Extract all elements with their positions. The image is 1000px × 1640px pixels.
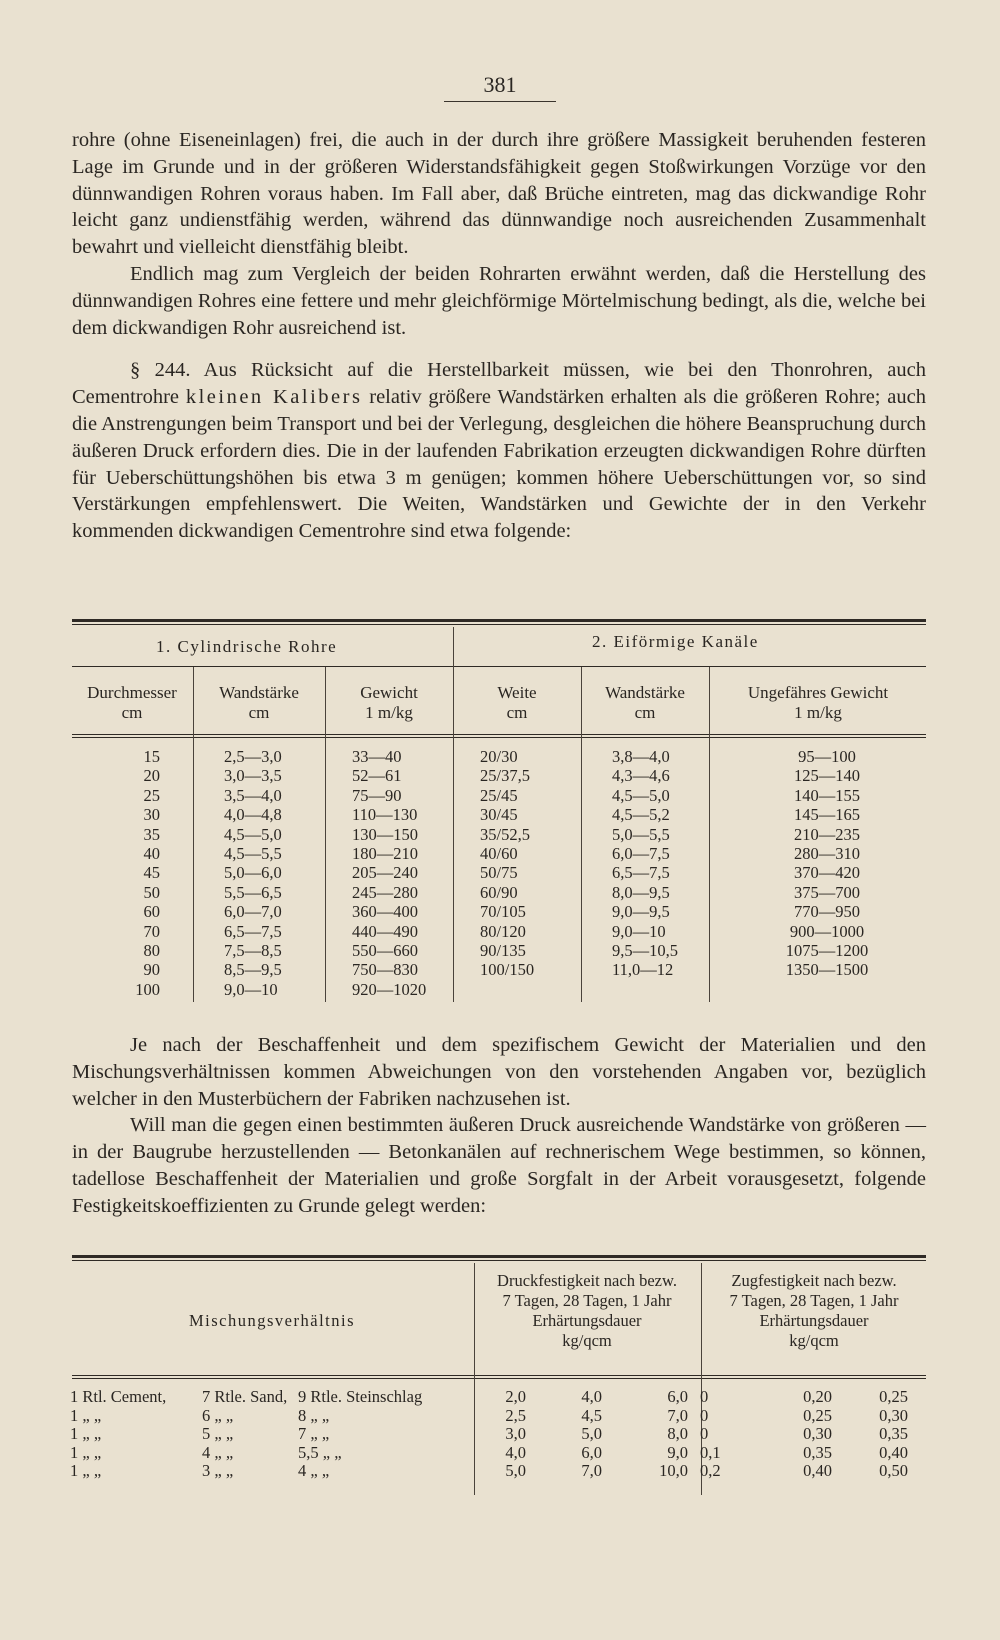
header-druckfestigkeit: Druckfestigkeit nach bezw. 7 Tagen, 28 Tagen, 1 Jahr Erhärtungsdauer kg/qcm [497,1271,677,1350]
table-cell: 40/60 [480,844,518,864]
table-cell: 8,0 [667,1424,688,1444]
table-cell: 205—240 [352,863,418,883]
table-cell: 0,1 [700,1442,721,1462]
table-cell: 1 „ „ [70,1461,102,1481]
table-cell: 4,0 [505,1442,526,1462]
table-cell: 5,0 [581,1424,602,1444]
table-cell: 4,5 [581,1405,602,1425]
table-cell: 8,0—9,5 [612,882,670,902]
table-cell: 4,3—4,6 [612,766,670,786]
table-cell: 50 [143,882,160,902]
prose-block-1 [72,127,926,545]
table-cell: 750—830 [352,960,418,980]
table-rule [72,737,926,738]
column-divider [474,1263,475,1495]
table-cell: 550—660 [352,941,418,961]
table-cell: 2,5—3,0 [224,747,282,766]
table-cell: 440—490 [352,921,418,941]
table-cell: 0,35 [879,1424,908,1444]
caption-cylindrical: 1. Cylindrische Rohre [156,637,338,656]
table-rule [72,1255,926,1258]
table-cell: 1 „ „ [70,1405,102,1425]
table-cell: 375—700 [794,882,860,902]
table-cell: 100/150 [480,960,535,980]
table-cell: 60/90 [480,882,518,902]
column-gewicht-2 [772,747,882,980]
column-divider [453,627,454,1002]
table-cell: 8 „ „ [298,1405,330,1425]
spaced-emphasis: kleinen Kalibers [185,386,363,409]
prose-block-2 [72,1032,926,1220]
caption-egg-shaped: 2. Eiförmige Kanäle [592,632,759,651]
table-cell: 0,50 [879,1461,908,1481]
column-weite [480,747,534,980]
column-zug-7-tage [698,1388,740,1481]
table-cell: 33—40 [352,747,402,766]
page-number-rule [444,101,556,102]
table-cell: 50/75 [480,863,518,883]
table-cell: 1 „ „ [70,1442,102,1462]
table-cell: 45 [143,863,160,883]
table-cell: 3,8—4,0 [612,747,670,766]
table-cell: 125—140 [794,766,860,786]
table-cell: 0,40 [803,1461,832,1481]
table-cell: 35/52,5 [480,824,530,844]
table-cell: 770—950 [794,902,860,922]
table-cell: 145—165 [794,805,860,825]
table-cell: 35 [143,824,160,844]
table-cell: 7,5—8,5 [224,941,282,961]
table-cell: 70 [143,921,160,941]
column-zug-1-jahr [848,1388,908,1481]
header-gewicht-1: Gewicht 1 m/kg [360,683,418,722]
paragraph-5: Will man die gegen einen bestimmten äußeren Druck ausreichende Wandstärke von größeren — in der Baugrube herzustellenden — Betonkanälen auf rechnerischem Wege bestimmen, so können, tadellose Beschaffenheit der Materialien und große Sorgfalt in der Arbeit vorausgesetzt, folgende Festigkeitskoeffizienten zu Grunde gelegt werden: [72,1114,926,1217]
table-cell: 920—1020 [352,979,427,999]
table-cell: 20/30 [480,747,518,766]
table-cell: 0 [700,1405,709,1425]
table-cell: 7,0 [667,1405,688,1425]
table-cell: 7 Rtle. Sand, [202,1387,288,1406]
table-cell: 9,0—10 [224,979,278,999]
table-cell: 70/105 [480,902,526,922]
paragraph-4: Je nach der Beschaffenheit und dem spezifischem Gewicht der Materialien und den Mischungsverhältnissen kommen Abweichungen von den vorstehenden Angaben vor, bezüglich welcher in den Musterbüchern der Fabriken nachzusehen ist. [72,1034,926,1110]
column-divider [709,667,710,1002]
column-gewicht-1 [352,747,426,999]
table-cell: 15 [143,747,160,766]
table-cell: 20 [143,766,160,786]
column-zug-28-tage [772,1388,832,1481]
header-weite: Weite cm [497,683,537,722]
table-row [70,1444,470,1463]
table-row [70,1425,470,1444]
table-cell: 30 [143,805,160,825]
mix-rows [70,1388,470,1481]
table-cell: 6 „ „ [202,1405,234,1425]
table-cell: 180—210 [352,844,418,864]
table-row [70,1388,470,1407]
table-cell: 95—100 [798,747,856,766]
table-cell: 370—420 [794,863,860,883]
column-durchmesser [120,747,160,999]
table-cell: 9,0—9,5 [612,902,670,922]
column-divider [193,667,194,1002]
table-rule [72,1378,926,1379]
column-druck-7-tage [482,1388,526,1481]
table-cell: 10,0 [659,1461,688,1481]
table-cell: 5,0—6,0 [224,863,282,883]
table-cell: 0,25 [879,1387,908,1406]
table-cell: 60 [143,902,160,922]
table-cell: 5,0—5,5 [612,824,670,844]
header-zugfestigkeit: Zugfestigkeit nach bezw. 7 Tagen, 28 Tagen, 1 Jahr Erhärtungsdauer kg/qcm [729,1271,899,1350]
page-number: 381 [483,72,517,97]
header-mischungsverhaeltnis: Mischungsverhältnis [189,1311,355,1330]
paragraph-3: § 244. Aus Rücksicht auf die Herstellbarkeit müssen, wie bei den Thonrohren, auch Cementrohre kleinen Kalibers relativ größere Wandstärken erhalten als die größeren Rohre; auch die Anstrengungen beim Transport und bei der Verlegung, desgleichen die höhere Beanspruchung durch äußeren Druck erfordern dies. Die in der laufenden Fabrikation erzeugten dickwandigen Rohre dürften für Ueberschüttungshöhen bis etwa 3 m genügen; kommen höhere Ueberschüttungen vor, so sind Verstärkungen empfehlenswert. Die Weiten, Wandstärken und Gewichte der in den Verkehr kommenden dickwandigen Cementrohre sind etwa folgende: [72,359,927,543]
table-cell: 900—1000 [789,921,865,941]
table-cell: 8,5—9,5 [224,960,282,980]
table-cell: 80 [143,941,160,961]
header-gewicht-2: Ungefähres Gewicht 1 m/kg [747,683,889,722]
table-cell: 5,5—6,5 [224,882,282,902]
table-cell: 0,20 [803,1387,832,1406]
table-cell: 6,5—7,5 [224,921,282,941]
table-cell: 110—130 [352,805,418,825]
table-cell: 6,0 [667,1387,688,1406]
table-cell: 0,2 [700,1461,721,1481]
strength-table [72,1255,926,1495]
table-cell: 75—90 [352,785,402,805]
table-cell: 11,0—12 [612,960,674,980]
table-cell: 4 „ „ [298,1461,330,1481]
table-cell: 25 [143,785,160,805]
table-cell: 0 [700,1387,709,1406]
table-cell: 0,40 [879,1442,908,1462]
table-rule [72,666,926,667]
table-cell: 3,0 [505,1424,526,1444]
table-cell: 9 Rtle. Steinschlag [298,1387,423,1406]
table-cell: 9,0—10 [612,921,666,941]
table-cell: 90 [143,960,160,980]
table-cell: 5 „ „ [202,1424,234,1444]
table-cell: 4,0—4,8 [224,805,282,825]
header-wandstaerke-2: Wandstärke cm [605,683,685,722]
table-cell: 2,5 [505,1405,526,1425]
table-cell: 0,35 [803,1442,832,1462]
column-divider [581,667,582,1002]
table-cell: 280—310 [794,844,860,864]
table-cell: 4,5—5,5 [224,844,282,864]
table-cell: 2,0 [505,1387,526,1406]
table-cell: 25/37,5 [480,766,530,786]
table-cell: 6,0—7,5 [612,844,670,864]
table-rule [72,624,926,625]
pipe-table [72,619,926,1019]
column-divider [325,667,326,1002]
table-cell: 1 Rtl. Cement, [70,1387,167,1406]
table-cell: 360—400 [352,902,418,922]
table-cell: 9,5—10,5 [612,941,678,961]
table-cell: 80/120 [480,921,526,941]
table-cell: 5,0 [505,1461,526,1481]
table-cell: 6,0 [581,1442,602,1462]
table-cell: 0 [700,1424,709,1444]
table-cell: 9,0 [667,1442,688,1462]
table-cell: 1075—1200 [785,941,869,961]
table-cell: 4,5—5,2 [612,805,670,825]
table-rule [72,619,926,622]
table-cell: 245—280 [352,882,418,902]
column-druck-1-jahr [636,1388,688,1481]
table-cell: 7,0 [581,1461,602,1481]
table-cell: 30/45 [480,805,518,825]
table-cell: 7 „ „ [298,1424,330,1444]
table-cell: 25/45 [480,785,518,805]
table-rule [72,1260,926,1261]
paragraph-1: rohre (ohne Eiseneinlagen) frei, die auch in der durch ihre größere Massigkeit beruhenden festeren Lage im Grunde und in der größeren Widerstandsfähigkeit gegen Stoßwirkungen Vorzüge vor den dünnwandigen Rohren voraus haben. Im Fall aber, daß Brüche eintreten, mag das dickwandige Rohr leicht ganz undienstfähig werden, während das dünnwandige noch ausreichenden Zusammenhalt bewahrt und vielleicht dienstfähig bleibt. [72,129,926,259]
section-mark: § 244. [130,359,191,382]
table-rule [72,734,926,735]
table-cell: 6,0—7,0 [224,902,282,922]
table-cell: 1 „ „ [70,1424,102,1444]
table-cell: 3,0—3,5 [224,766,282,786]
table-row [70,1462,470,1481]
column-wandstaerke-2 [612,747,678,980]
table-cell: 0,30 [803,1424,832,1444]
table-cell: 0,25 [803,1405,832,1425]
table-cell: 100 [135,979,160,999]
table-cell: 4,5—5,0 [224,824,282,844]
table-cell: 210—235 [794,824,860,844]
table-cell: 130—150 [352,824,418,844]
table-cell: 140—155 [794,785,860,805]
table-cell: 1350—1500 [785,960,869,980]
column-wandstaerke-1 [224,747,282,999]
table-cell: 52—61 [352,766,402,786]
table-cell: 3 „ „ [202,1461,234,1481]
table-cell: 6,5—7,5 [612,863,670,883]
table-cell: 40 [143,844,160,864]
table-row [70,1407,470,1426]
table-rule [72,1375,926,1376]
table-cell: 4,0 [581,1387,602,1406]
table-cell: 4 „ „ [202,1442,234,1462]
column-druck-28-tage [558,1388,602,1481]
header-durchmesser: Durchmesser cm [87,683,177,722]
table-cell: 3,5—4,0 [224,785,282,805]
table-cell: 4,5—5,0 [612,785,670,805]
table-cell: 5,5 „ „ [298,1442,342,1462]
table-cell: 90/135 [480,941,526,961]
header-wandstaerke-1: Wandstärke cm [219,683,299,722]
table-cell: 0,30 [879,1405,908,1425]
paragraph-2: Endlich mag zum Vergleich der beiden Rohrarten erwähnt werden, daß die Herstellung des dünnwandigen Rohres eine fettere und mehr gleichförmige Mörtelmischung bedingt, als die, welche bei dem dickwandigen Rohr ausreichend ist. [72,262,926,339]
